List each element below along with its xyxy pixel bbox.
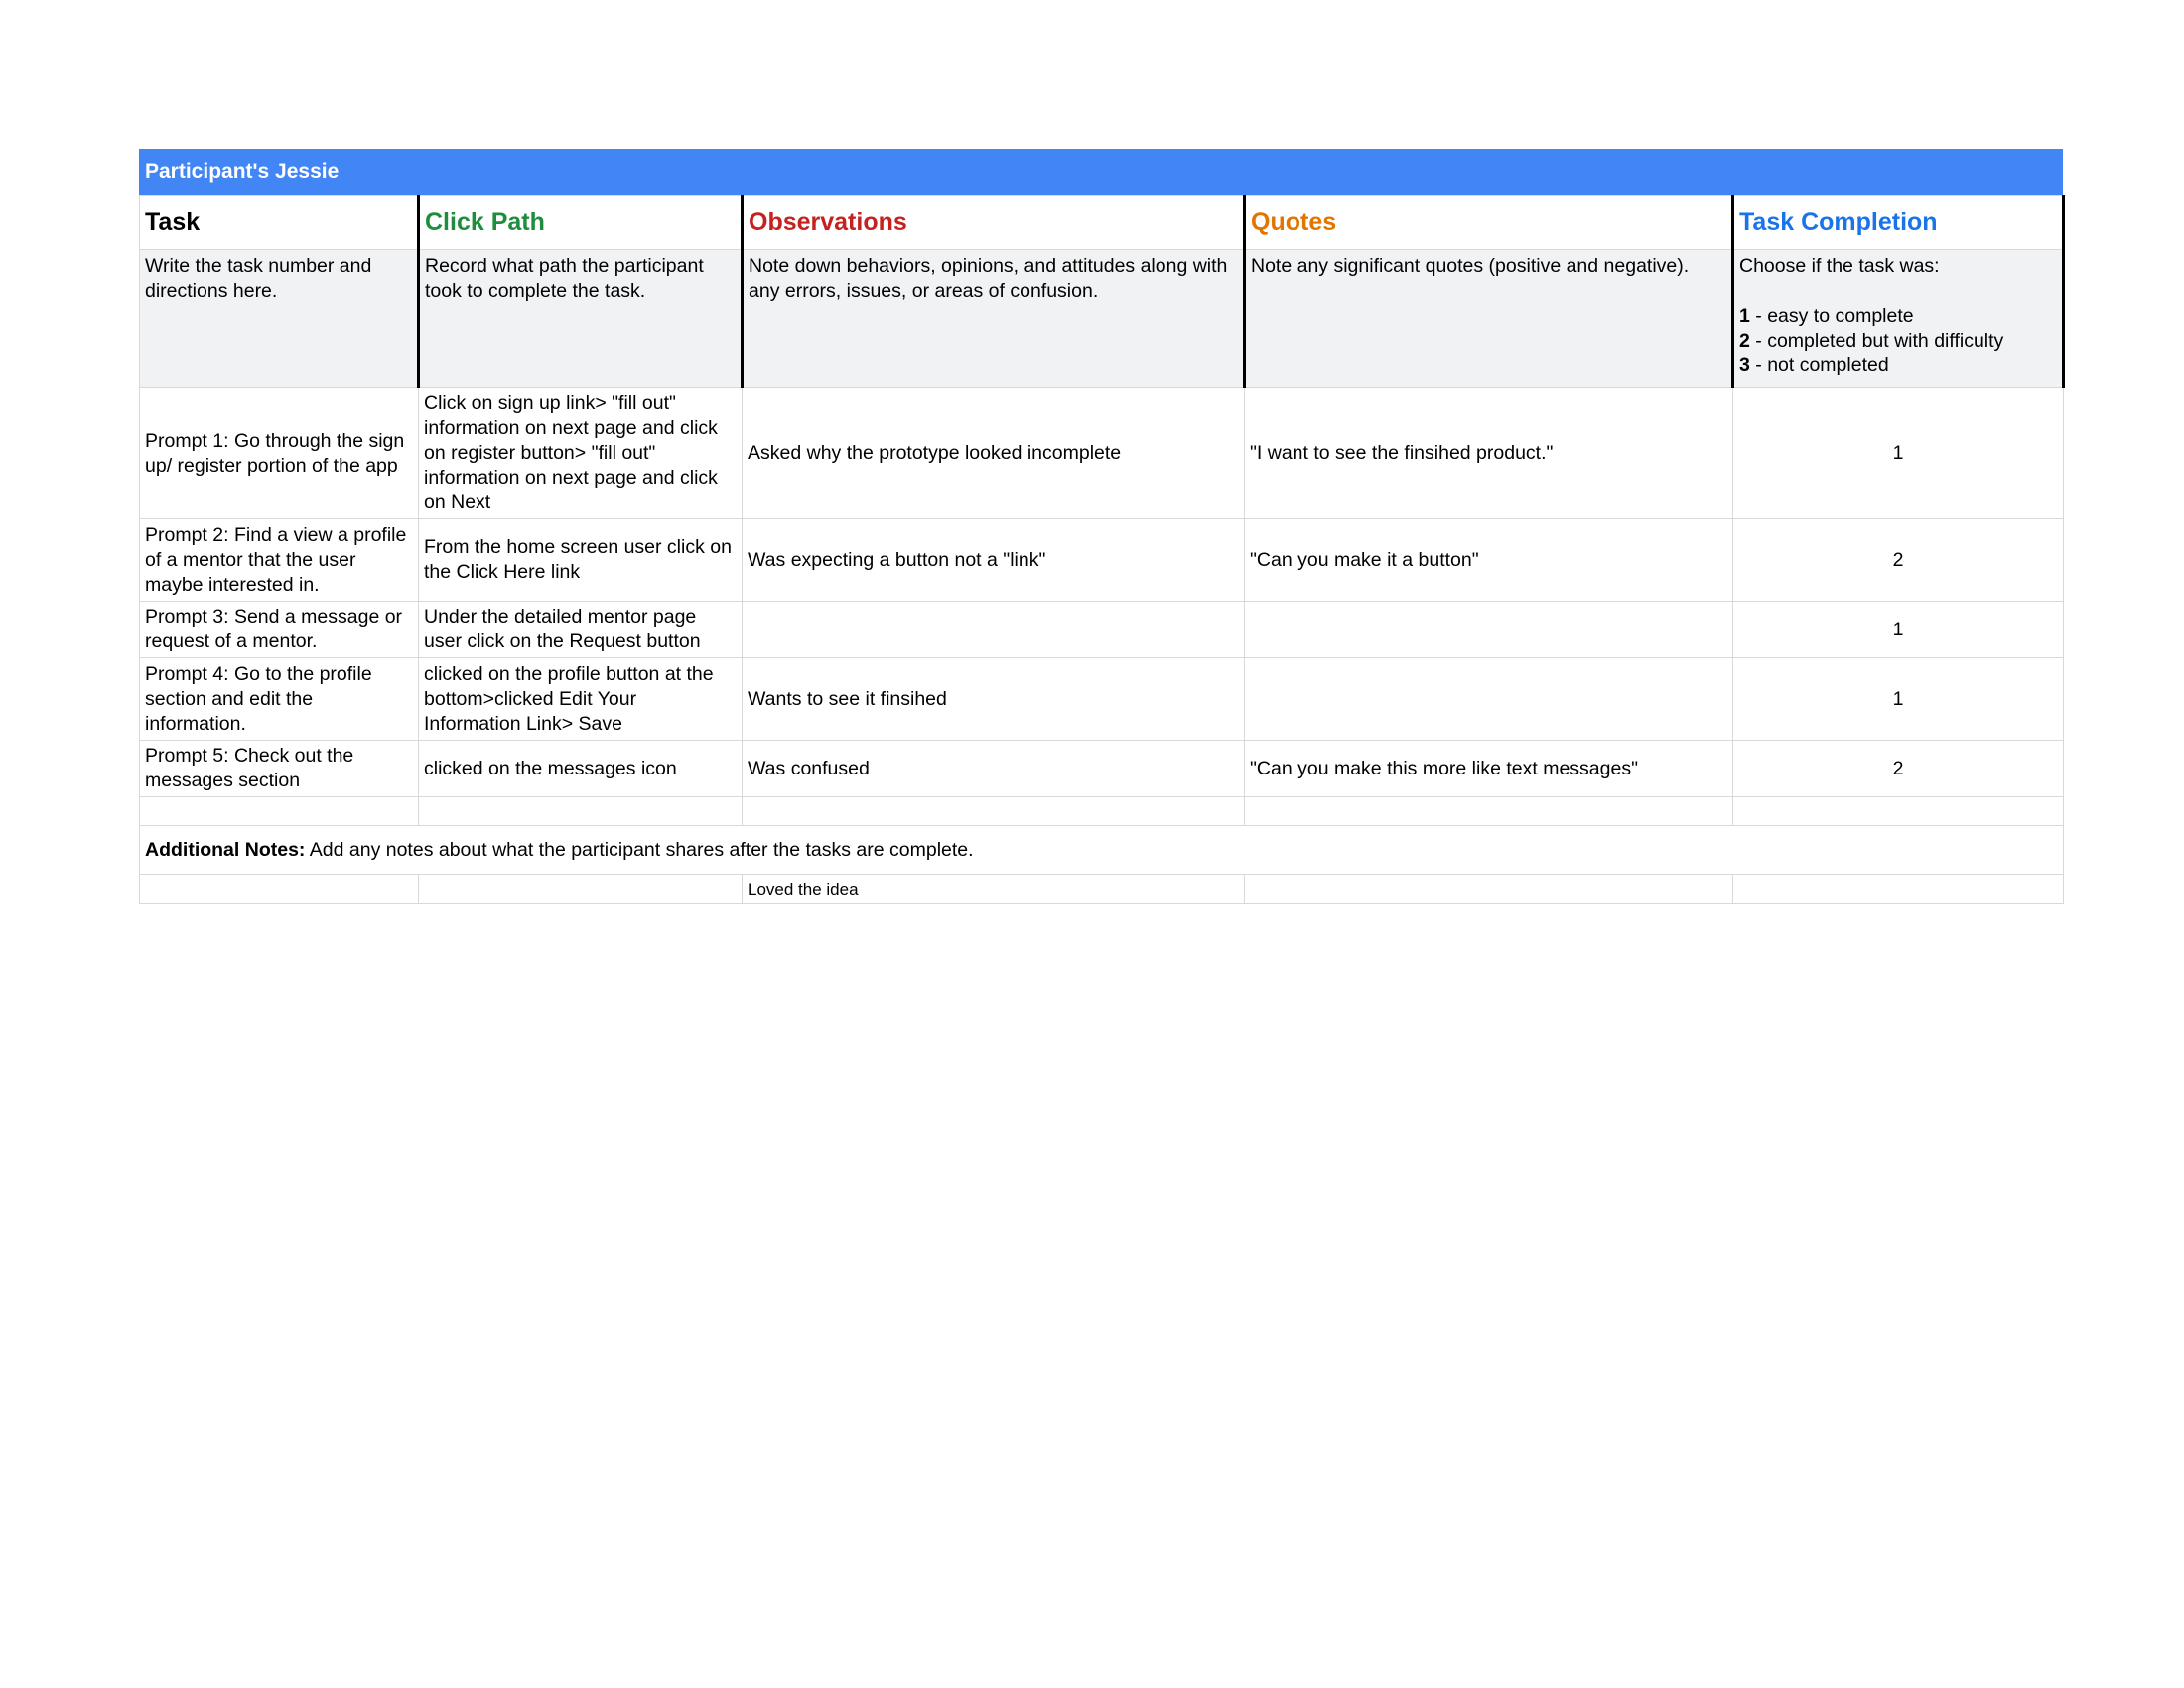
cell-task[interactable]: Prompt 5: Check out the messages section xyxy=(140,741,419,797)
table-row xyxy=(140,388,2064,519)
header-observations: Observations xyxy=(743,196,1245,250)
empty-cell[interactable] xyxy=(1733,875,2064,904)
cell-completion[interactable]: 2 xyxy=(1733,519,2064,602)
cell-quotes[interactable]: "Can you make it a button" xyxy=(1245,519,1733,602)
table-row xyxy=(140,741,2064,797)
completion-scale-2 xyxy=(1739,329,2057,353)
cell-observations[interactable]: Asked why the prototype looked incomplete xyxy=(743,388,1245,519)
cell-quotes[interactable]: "I want to see the finsihed product." xyxy=(1245,388,1733,519)
header-click-path: Click Path xyxy=(419,196,743,250)
empty-cell[interactable] xyxy=(419,875,743,904)
cell-observations[interactable]: Wants to see it finsihed xyxy=(743,658,1245,741)
cell-task[interactable]: Prompt 1: Go through the sign up/ register portion of the app xyxy=(140,388,419,519)
notes-entry-row xyxy=(140,875,2064,904)
header-task-completion: Task Completion xyxy=(1733,196,2064,250)
cell-completion[interactable]: 2 xyxy=(1733,741,2064,797)
empty-cell[interactable] xyxy=(1245,797,1733,826)
instruction-task: Write the task number and directions here. xyxy=(140,250,419,388)
completion-spacer xyxy=(1739,279,2057,304)
additional-notes-text: Add any notes about what the participant shares after the tasks are complete. xyxy=(305,838,974,861)
empty-cell[interactable] xyxy=(419,797,743,826)
empty-cell[interactable] xyxy=(1733,797,2064,826)
usability-test-sheet xyxy=(139,149,2063,904)
cell-click-path[interactable]: clicked on the messages icon xyxy=(419,741,743,797)
scale-number: 1 xyxy=(1739,305,1750,327)
cell-click-path[interactable]: Click on sign up link> "fill out" information on next page and click on register button> "fill out" information on next page and click on Next xyxy=(419,388,743,519)
cell-quotes[interactable] xyxy=(1245,602,1733,658)
cell-task[interactable]: Prompt 3: Send a message or request of a mentor. xyxy=(140,602,419,658)
additional-notes-cell[interactable] xyxy=(140,826,2064,875)
additional-notes-row xyxy=(140,826,2064,875)
header-task: Task xyxy=(140,196,419,250)
empty-cell[interactable] xyxy=(743,797,1245,826)
cell-click-path[interactable]: Under the detailed mentor page user click on the Request button xyxy=(419,602,743,658)
notes-table xyxy=(139,195,2065,904)
table-row xyxy=(140,658,2064,741)
cell-observations[interactable] xyxy=(743,602,1245,658)
instruction-task-completion xyxy=(1733,250,2064,388)
empty-cell[interactable] xyxy=(140,875,419,904)
completion-scale-1 xyxy=(1739,304,2057,329)
participant-title: Participant's Jessie xyxy=(139,149,2063,195)
final-note-cell[interactable]: Loved the idea xyxy=(743,875,1245,904)
cell-quotes[interactable]: "Can you make this more like text messages" xyxy=(1245,741,1733,797)
completion-scale-3 xyxy=(1739,353,2057,378)
empty-row xyxy=(140,797,2064,826)
cell-click-path[interactable]: From the home screen user click on the Click Here link xyxy=(419,519,743,602)
cell-task[interactable]: Prompt 2: Find a view a profile of a mentor that the user maybe interested in. xyxy=(140,519,419,602)
cell-completion[interactable]: 1 xyxy=(1733,658,2064,741)
cell-click-path[interactable]: clicked on the profile button at the bottom>clicked Edit Your Information Link> Save xyxy=(419,658,743,741)
scale-text: - completed but with difficulty xyxy=(1749,330,2004,352)
empty-cell[interactable] xyxy=(140,797,419,826)
cell-task[interactable]: Prompt 4: Go to the profile section and edit the information. xyxy=(140,658,419,741)
scale-text: - easy to complete xyxy=(1749,305,1914,327)
cell-observations[interactable]: Was confused xyxy=(743,741,1245,797)
header-quotes: Quotes xyxy=(1245,196,1733,250)
table-row xyxy=(140,602,2064,658)
instruction-quotes: Note any significant quotes (positive and negative). xyxy=(1245,250,1733,388)
scale-number: 2 xyxy=(1739,330,1750,352)
scale-number: 3 xyxy=(1739,354,1750,376)
completion-intro: Choose if the task was: xyxy=(1739,255,1940,277)
additional-notes-label: Additional Notes: xyxy=(145,838,306,861)
header-row xyxy=(140,196,2064,250)
cell-observations[interactable]: Was expecting a button not a "link" xyxy=(743,519,1245,602)
cell-quotes[interactable] xyxy=(1245,658,1733,741)
cell-completion[interactable]: 1 xyxy=(1733,388,2064,519)
empty-cell[interactable] xyxy=(1245,875,1733,904)
cell-completion[interactable]: 1 xyxy=(1733,602,2064,658)
instruction-row xyxy=(140,250,2064,388)
table-row xyxy=(140,519,2064,602)
instruction-observations: Note down behaviors, opinions, and attitudes along with any errors, issues, or areas of confusion. xyxy=(743,250,1245,388)
scale-text: - not completed xyxy=(1749,354,1889,376)
instruction-click-path: Record what path the participant took to complete the task. xyxy=(419,250,743,388)
